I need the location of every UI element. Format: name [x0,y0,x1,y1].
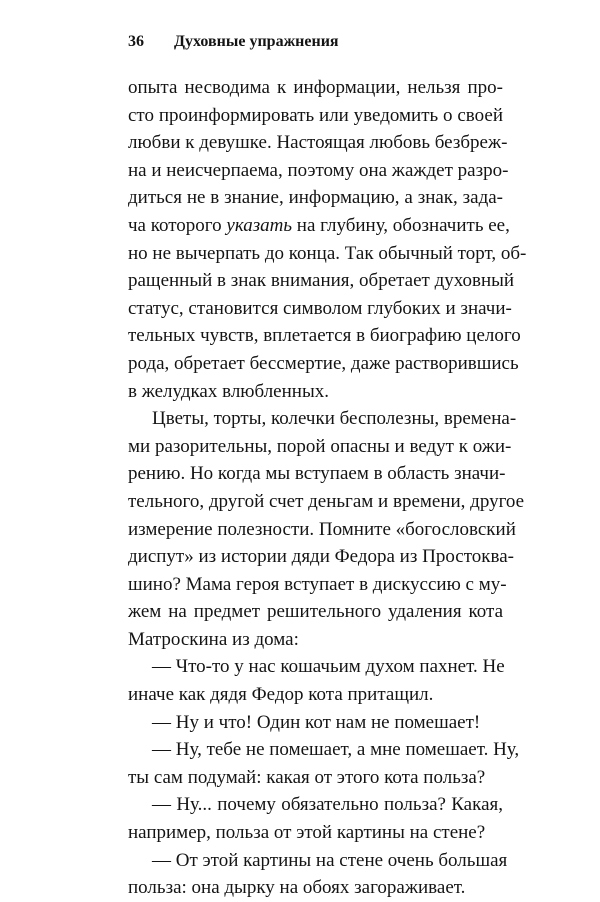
dialogue-line: — Ну, тебе не помешает, а мне помешает. Ну, [152,739,520,761]
text-segment: ча которого [128,214,227,236]
running-head [128,30,488,54]
text-line: опыта несводима к информации, нельзя про- [128,77,503,98]
text-line: тельного, другой счет деньгам и времени, другое [128,490,525,512]
text-line: рению. Но когда мы вступаем в область значи- [128,463,506,485]
text-line: Цветы, торты, колечки бесполезны, времена- [152,408,517,430]
text-line: статус, становится символом глубоких и значи- [128,297,512,319]
text-line: шино? Мама героя вступает в дискуссию с му- [128,573,507,595]
dialogue-line: — Ну... почему обязательно польза? Какая, [152,794,503,816]
text-line: рода, обретает бессмертие, даже растворившись [128,352,519,374]
text-line: диспут» из истории дяди Федора из Простоква- [128,546,515,568]
text-line: на и неисчерпаема, поэтому она жаждет разро- [128,159,509,181]
dialogue-line: ты сам подумай: какая от этого кота польза? [128,766,486,788]
text-line: сто проинформировать или уведомить о своей [128,104,503,126]
text-line: любви к девушке. Настоящая любовь безбреж- [128,132,508,154]
dialogue-line: — Ну и что! Один кот нам не помешает! [152,711,481,733]
body-text [128,74,527,902]
text-line: в желудках влюбленных. [128,380,329,402]
text-line: Матроскина из дома: [128,628,299,650]
dialogue-line: иначе как дядя Федор кота притащил. [128,684,434,706]
text-line: диться не в знание, информацию, а знак, зада- [128,187,503,209]
text-segment: на глубину, обозначить ее, [292,214,510,236]
page-number: 36 [128,33,144,50]
dialogue-line: — От этой картины на стене очень большая [152,849,508,871]
emphasized-word: указать [226,214,293,236]
running-title: Духовные упражнения [174,33,339,50]
text-line: тельных чувств, вплетается в биографию целого [128,325,521,347]
dialogue-line: польза: она дырку на обоях загораживает. [128,877,466,899]
text-line: но не вычерпать до конца. Так обычный торт, об- [128,242,527,264]
text-line: жем на предмет решительного удаления кота [128,601,503,623]
dialogue-line: — Что-то у нас кошачьим духом пахнет. Не [152,656,505,678]
text-line: ращенный в знак внимания, обретает духовный [128,270,515,292]
dialogue-line: например, польза от этой картины на стене? [128,822,486,844]
text-line: ми разорительны, порой опасны и ведут к ожи- [128,435,512,457]
text-line-with-emphasis [128,212,510,240]
text-line: измерение полезности. Помните «богословский [128,518,516,540]
